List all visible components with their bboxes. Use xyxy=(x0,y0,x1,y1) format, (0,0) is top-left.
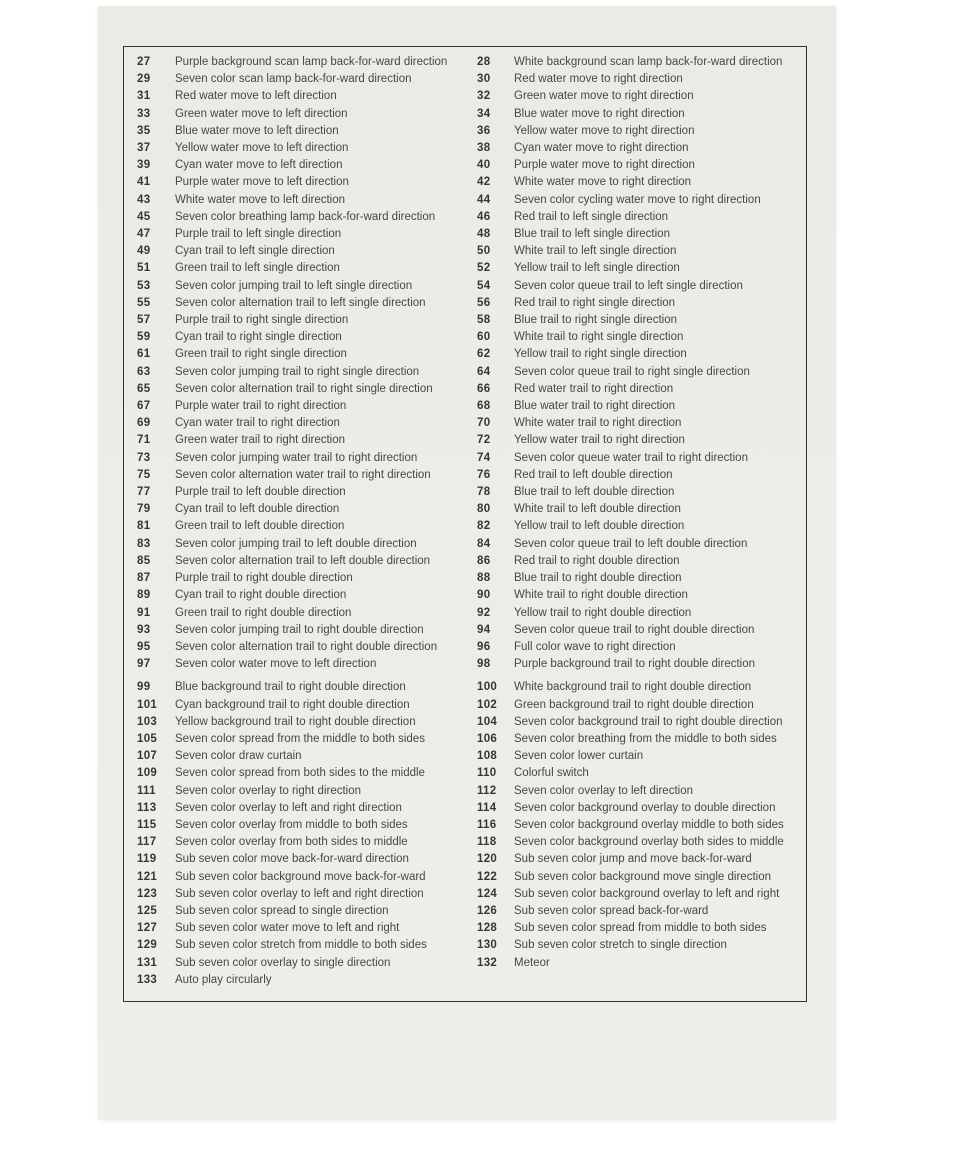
right-mode-description: White water move to right direction xyxy=(514,176,692,189)
left-mode-number: 79 xyxy=(137,503,151,516)
left-mode-number: 95 xyxy=(137,640,151,653)
left-mode-description: Seven color spread from both sides to the middle xyxy=(175,767,425,780)
left-mode-number: 39 xyxy=(137,159,151,172)
right-mode-number: 76 xyxy=(477,468,491,481)
mode-list-row xyxy=(137,450,806,467)
left-mode-number: 33 xyxy=(137,107,151,120)
left-mode-description: Seven color alternation trail to left single direction xyxy=(175,296,426,309)
mode-list-row xyxy=(137,679,806,696)
right-mode-description: Sub seven color spread from middle to both sides xyxy=(514,922,767,935)
right-mode-number: 124 xyxy=(477,887,498,900)
mode-list-row xyxy=(137,656,806,673)
right-mode-number: 78 xyxy=(477,486,491,499)
mode-list-row xyxy=(137,972,806,989)
right-mode-number: 60 xyxy=(477,331,491,344)
left-mode-number: 71 xyxy=(137,434,151,447)
right-mode-description: Blue trail to right single direction xyxy=(514,314,677,327)
right-mode-description xyxy=(514,972,806,989)
right-mode-number: 40 xyxy=(477,159,491,172)
left-mode-description: Seven color breathing lamp back-for-ward direction xyxy=(175,210,436,223)
right-mode-number: 114 xyxy=(477,801,497,814)
right-mode-number: 74 xyxy=(477,451,491,464)
mode-list-row xyxy=(137,639,806,656)
mode-list-row xyxy=(137,467,806,484)
right-mode-description: White background trail to right double direction xyxy=(514,681,752,694)
right-mode-description: Cyan water move to right direction xyxy=(514,142,689,155)
right-mode-number: 106 xyxy=(477,732,498,745)
right-mode-description: Seven color queue trail to right double direction xyxy=(514,623,755,636)
left-mode-description: Seven color jumping water trail to right direction xyxy=(175,451,418,464)
left-mode-number: 69 xyxy=(137,417,151,430)
left-mode-number: 121 xyxy=(137,870,158,883)
right-mode-number: 62 xyxy=(477,348,491,361)
left-mode-description: Green trail to right double direction xyxy=(175,606,352,619)
right-mode-description: White background scan lamp back-for-ward direction xyxy=(514,56,783,68)
right-mode-number: 84 xyxy=(477,537,491,550)
left-mode-number: 129 xyxy=(137,939,158,952)
left-mode-description: Sub seven color stretch from middle to both sides xyxy=(175,939,427,952)
mode-list-row xyxy=(137,381,806,398)
left-mode-description: Purple trail to right single direction xyxy=(175,314,349,327)
left-mode-description: Seven color jumping trail to left single direction xyxy=(175,279,413,292)
right-mode-description: Blue trail to left double direction xyxy=(514,486,675,499)
mode-list-row xyxy=(137,536,806,553)
mode-list-box xyxy=(123,46,807,1002)
left-mode-description: Green trail to left double direction xyxy=(175,520,345,533)
mode-list-row xyxy=(137,765,806,782)
right-mode-description: Red trail to left double direction xyxy=(514,468,673,481)
left-mode-number: 105 xyxy=(137,732,158,745)
left-mode-number: 55 xyxy=(137,296,151,309)
mode-list-row xyxy=(137,783,806,800)
right-mode-description: Seven color background overlay to double direction xyxy=(514,801,776,814)
mode-list-row xyxy=(137,920,806,937)
right-mode-number: 116 xyxy=(477,818,497,831)
mode-list-row xyxy=(137,869,806,886)
left-mode-number: 57 xyxy=(137,314,151,327)
left-mode-number: 31 xyxy=(137,90,151,103)
left-mode-number: 111 xyxy=(137,784,156,797)
mode-list-row xyxy=(137,697,806,714)
mode-list-row xyxy=(137,834,806,851)
mode-list-row xyxy=(137,748,806,765)
right-mode-number: 56 xyxy=(477,296,491,309)
left-mode-description: Green trail to left single direction xyxy=(175,262,340,275)
right-mode-number: 30 xyxy=(477,73,491,86)
left-mode-description: Auto play circularly xyxy=(175,973,272,986)
right-mode-description: White water trail to right direction xyxy=(514,417,682,430)
right-mode-description: Seven color background overlay both sides to middle xyxy=(514,836,784,849)
right-mode-description: Yellow trail to left double direction xyxy=(514,520,685,533)
mode-list-row xyxy=(137,886,806,903)
left-mode-number: 99 xyxy=(137,681,151,694)
right-mode-number: 52 xyxy=(477,262,491,275)
right-mode-description: White trail to right double direction xyxy=(514,589,688,602)
left-mode-number: 73 xyxy=(137,451,151,464)
right-mode-number: 122 xyxy=(477,870,498,883)
right-mode-number: 86 xyxy=(477,554,491,567)
left-mode-number: 107 xyxy=(137,750,158,763)
left-mode-number: 59 xyxy=(137,331,151,344)
left-mode-number: 113 xyxy=(137,801,157,814)
left-mode-description: Seven color jumping trail to right double direction xyxy=(175,623,424,636)
right-mode-description: Sub seven color background move single direction xyxy=(514,870,771,883)
left-mode-description: Seven color jumping trail to left double direction xyxy=(175,537,417,550)
left-mode-number: 83 xyxy=(137,537,151,550)
left-mode-description: Blue water move to left direction xyxy=(175,124,339,137)
left-mode-number: 85 xyxy=(137,554,151,567)
right-mode-number: 108 xyxy=(477,750,498,763)
right-mode-description: Yellow water move to right direction xyxy=(514,124,695,137)
right-mode-description: Blue trail to right double direction xyxy=(514,572,682,585)
mode-list-row xyxy=(137,192,806,209)
mode-list-row xyxy=(137,622,806,639)
left-mode-number: 61 xyxy=(137,348,151,361)
left-mode-number: 109 xyxy=(137,767,158,780)
right-mode-number: 46 xyxy=(477,210,491,223)
left-mode-description: Seven color draw curtain xyxy=(175,750,302,763)
mode-list-row xyxy=(137,518,806,535)
right-mode-description: Red trail to left single direction xyxy=(514,210,669,223)
left-mode-number: 51 xyxy=(137,262,151,275)
mode-list-row xyxy=(137,817,806,834)
right-mode-number: 36 xyxy=(477,124,491,137)
left-mode-number: 43 xyxy=(137,193,151,206)
left-mode-number: 81 xyxy=(137,520,151,533)
left-mode-description: Cyan trail to right double direction xyxy=(175,589,347,602)
paper-sheet xyxy=(98,6,836,1120)
mode-list-row xyxy=(137,312,806,329)
right-mode-number: 32 xyxy=(477,90,491,103)
left-mode-description: Seven color overlay from middle to both sides xyxy=(175,818,408,831)
mode-list-row xyxy=(137,346,806,363)
left-mode-description: Sub seven color overlay to single direction xyxy=(175,956,391,969)
left-mode-number: 65 xyxy=(137,382,151,395)
left-mode-number: 53 xyxy=(137,279,151,292)
left-mode-description: Seven color overlay to right direction xyxy=(175,784,362,797)
left-mode-number: 37 xyxy=(137,142,151,155)
right-mode-description: Seven color breathing from the middle to both sides xyxy=(514,732,777,745)
left-mode-description: Seven color alternation trail to left double direction xyxy=(175,554,431,567)
mode-list-row xyxy=(137,243,806,260)
right-mode-number: 68 xyxy=(477,400,491,413)
left-mode-description: Purple background scan lamp back-for-ward direction xyxy=(175,56,448,68)
right-mode-number: 102 xyxy=(477,698,498,711)
left-mode-description: Sub seven color background move back-for-ward xyxy=(175,870,426,883)
mode-list-row xyxy=(137,260,806,277)
mode-list-row xyxy=(137,364,806,381)
mode-list-row xyxy=(137,88,806,105)
left-mode-number: 123 xyxy=(137,887,158,900)
right-mode-number: 128 xyxy=(477,922,498,935)
left-mode-description: Blue background trail to right double direction xyxy=(175,681,406,694)
mode-list-row xyxy=(137,71,806,88)
mode-list-row xyxy=(137,209,806,226)
mode-list-row xyxy=(137,54,806,71)
mode-list-row xyxy=(137,106,806,123)
right-mode-number: 72 xyxy=(477,434,491,447)
right-mode-description: Colorful switch xyxy=(514,767,589,780)
left-mode-description: Sub seven color overlay to left and right direction xyxy=(175,887,424,900)
left-mode-description: Purple water trail to right direction xyxy=(175,400,347,413)
right-mode-description: Yellow trail to left single direction xyxy=(514,262,680,275)
left-mode-number: 131 xyxy=(137,956,158,969)
left-mode-number: 77 xyxy=(137,486,151,499)
right-mode-number xyxy=(477,972,514,989)
right-mode-number: 112 xyxy=(477,784,497,797)
left-mode-number: 41 xyxy=(137,176,151,189)
right-mode-number: 96 xyxy=(477,640,491,653)
left-mode-description: Seven color scan lamp back-for-ward direction xyxy=(175,73,412,86)
left-mode-number: 125 xyxy=(137,904,158,917)
right-mode-number: 70 xyxy=(477,417,491,430)
left-mode-number: 91 xyxy=(137,606,151,619)
right-mode-number: 54 xyxy=(477,279,491,292)
left-mode-description: Red water move to left direction xyxy=(175,90,337,103)
left-mode-number: 49 xyxy=(137,245,151,258)
right-mode-number: 104 xyxy=(477,715,498,728)
left-mode-number: 133 xyxy=(137,973,158,986)
left-mode-description: Cyan trail to left double direction xyxy=(175,503,340,516)
left-mode-description: Green water move to left direction xyxy=(175,107,348,120)
right-mode-number: 28 xyxy=(477,56,491,68)
left-mode-description: Sub seven color move back-for-ward direction xyxy=(175,853,409,866)
left-mode-description: Sub seven color water move to left and right xyxy=(175,922,400,935)
mode-list xyxy=(137,54,806,989)
left-mode-description: Seven color overlay from both sides to middle xyxy=(175,836,408,849)
right-mode-description: Seven color background overlay middle to both sides xyxy=(514,818,784,831)
mode-list-row xyxy=(137,398,806,415)
mode-list-row xyxy=(137,329,806,346)
right-mode-number: 92 xyxy=(477,606,491,619)
left-mode-description: Seven color overlay to left and right direction xyxy=(175,801,402,814)
left-mode-description: Cyan water trail to right direction xyxy=(175,417,340,430)
left-mode-number: 87 xyxy=(137,572,151,585)
right-mode-description: White trail to right single direction xyxy=(514,331,684,344)
left-mode-description: Seven color alternation trail to right single direction xyxy=(175,382,433,395)
left-mode-description: Cyan trail to right single direction xyxy=(175,331,342,344)
right-mode-description: Seven color lower curtain xyxy=(514,750,644,763)
mode-list-row xyxy=(137,714,806,731)
right-mode-description: Red water trail to right direction xyxy=(514,382,674,395)
right-mode-description: Blue trail to left single direction xyxy=(514,228,670,241)
mode-list-row xyxy=(137,553,806,570)
right-mode-number: 66 xyxy=(477,382,491,395)
right-mode-number: 82 xyxy=(477,520,491,533)
right-mode-number: 80 xyxy=(477,503,491,516)
left-mode-number: 29 xyxy=(137,73,151,86)
left-mode-number: 93 xyxy=(137,623,151,636)
right-mode-description: Sub seven color spread back-for-ward xyxy=(514,904,709,917)
right-mode-description: Red trail to right double direction xyxy=(514,554,680,567)
left-mode-description: Yellow water move to left direction xyxy=(175,142,349,155)
right-mode-description: Sub seven color jump and move back-for-ward xyxy=(514,853,752,866)
left-mode-description: Yellow background trail to right double direction xyxy=(175,715,416,728)
right-mode-description: Seven color cycling water move to right direction xyxy=(514,193,761,206)
mode-list-row xyxy=(137,851,806,868)
right-mode-description: Blue water trail to right direction xyxy=(514,400,676,413)
left-mode-description: Seven color jumping trail to right single direction xyxy=(175,365,420,378)
right-mode-number: 48 xyxy=(477,228,491,241)
right-mode-number: 88 xyxy=(477,572,491,585)
right-mode-description: Yellow trail to right double direction xyxy=(514,606,692,619)
left-mode-number: 35 xyxy=(137,124,151,137)
right-mode-description: Green water move to right direction xyxy=(514,90,694,103)
right-mode-description: Seven color queue trail to left single direction xyxy=(514,279,743,292)
right-mode-number: 58 xyxy=(477,314,491,327)
mode-list-row xyxy=(137,295,806,312)
left-mode-description: Cyan water move to left direction xyxy=(175,159,343,172)
left-mode-description: Seven color spread from the middle to both sides xyxy=(175,732,425,745)
right-mode-description: Full color wave to right direction xyxy=(514,640,676,653)
right-mode-description: White trail to left double direction xyxy=(514,503,681,516)
right-mode-number: 64 xyxy=(477,365,491,378)
right-mode-number: 110 xyxy=(477,767,497,780)
mode-list-row xyxy=(137,226,806,243)
left-mode-description: Cyan trail to left single direction xyxy=(175,245,335,258)
right-mode-description: Seven color queue trail to right single direction xyxy=(514,365,750,378)
left-mode-number: 89 xyxy=(137,589,151,602)
right-mode-number: 42 xyxy=(477,176,491,189)
right-mode-description: Seven color queue trail to left double direction xyxy=(514,537,748,550)
mode-list-row xyxy=(137,278,806,295)
mode-list-row xyxy=(137,937,806,954)
mode-list-row xyxy=(137,157,806,174)
mode-list-row xyxy=(137,501,806,518)
left-mode-description: Purple trail to left double direction xyxy=(175,486,346,499)
left-mode-description: Purple trail to left single direction xyxy=(175,228,342,241)
right-mode-number: 100 xyxy=(477,681,498,694)
right-mode-description: Yellow trail to right single direction xyxy=(514,348,687,361)
left-mode-number: 101 xyxy=(137,698,158,711)
right-mode-description: Green background trail to right double direction xyxy=(514,698,754,711)
right-mode-description: Sub seven color stretch to single direction xyxy=(514,939,727,952)
right-mode-number: 34 xyxy=(477,107,491,120)
right-mode-number: 132 xyxy=(477,956,498,969)
left-mode-number: 127 xyxy=(137,922,158,935)
left-mode-number: 45 xyxy=(137,210,151,223)
right-mode-description: Sub seven color background overlay to left and right xyxy=(514,887,780,900)
mode-list-row xyxy=(137,955,806,972)
right-mode-number: 94 xyxy=(477,623,491,636)
mode-list-row xyxy=(137,570,806,587)
left-mode-description: Green trail to right single direction xyxy=(175,348,347,361)
left-mode-number: 27 xyxy=(137,56,151,68)
left-mode-number: 115 xyxy=(137,818,157,831)
mode-list-row xyxy=(137,484,806,501)
right-mode-number: 38 xyxy=(477,142,491,155)
right-mode-description: Red water move to right direction xyxy=(514,73,683,86)
right-mode-description: Red trail to right single direction xyxy=(514,296,676,309)
left-mode-number: 97 xyxy=(137,658,151,671)
left-mode-description: Green water trail to right direction xyxy=(175,434,346,447)
right-mode-description: Seven color background trail to right double direction xyxy=(514,715,783,728)
mode-list-row xyxy=(137,123,806,140)
left-mode-description: Sub seven color spread to single direction xyxy=(175,904,389,917)
left-mode-number: 47 xyxy=(137,228,151,241)
left-mode-description: Purple water move to left direction xyxy=(175,176,349,189)
left-mode-description: Seven color alternation water trail to right direction xyxy=(175,468,431,481)
left-mode-description: White water move to left direction xyxy=(175,193,346,206)
mode-list-row xyxy=(137,415,806,432)
right-mode-number: 98 xyxy=(477,658,491,671)
mode-list-row xyxy=(137,587,806,604)
mode-list-row xyxy=(137,432,806,449)
left-mode-description: Cyan background trail to right double direction xyxy=(175,698,410,711)
left-mode-number: 103 xyxy=(137,715,158,728)
right-mode-number: 118 xyxy=(477,836,497,849)
right-mode-number: 50 xyxy=(477,245,491,258)
mode-list-row xyxy=(137,140,806,157)
right-mode-number: 120 xyxy=(477,853,498,866)
left-mode-description: Seven color water move to left direction xyxy=(175,658,377,671)
right-mode-description: Purple water move to right direction xyxy=(514,159,695,172)
right-mode-description: White trail to left single direction xyxy=(514,245,677,258)
right-mode-number: 44 xyxy=(477,193,491,206)
mode-list-row xyxy=(137,903,806,920)
left-mode-number: 67 xyxy=(137,400,151,413)
right-mode-number: 90 xyxy=(477,589,491,602)
right-mode-description: Yellow water trail to right direction xyxy=(514,434,685,447)
right-mode-description: Meteor xyxy=(514,956,550,969)
right-mode-number: 126 xyxy=(477,904,498,917)
right-mode-description: Purple background trail to right double direction xyxy=(514,658,756,671)
left-mode-number: 119 xyxy=(137,853,157,866)
right-mode-description: Blue water move to right direction xyxy=(514,107,685,120)
left-mode-number: 117 xyxy=(137,836,157,849)
left-mode-number: 75 xyxy=(137,468,151,481)
right-mode-description: Seven color queue water trail to right direction xyxy=(514,451,748,464)
mode-list-row xyxy=(137,731,806,748)
mode-list-row xyxy=(137,605,806,622)
left-mode-number: 63 xyxy=(137,365,151,378)
mode-list-row xyxy=(137,800,806,817)
right-mode-number: 130 xyxy=(477,939,498,952)
right-mode-description: Seven color overlay to left direction xyxy=(514,784,693,797)
left-mode-description: Purple trail to right double direction xyxy=(175,572,353,585)
left-mode-description: Seven color alternation trail to right double direction xyxy=(175,640,438,653)
mode-list-row xyxy=(137,174,806,191)
